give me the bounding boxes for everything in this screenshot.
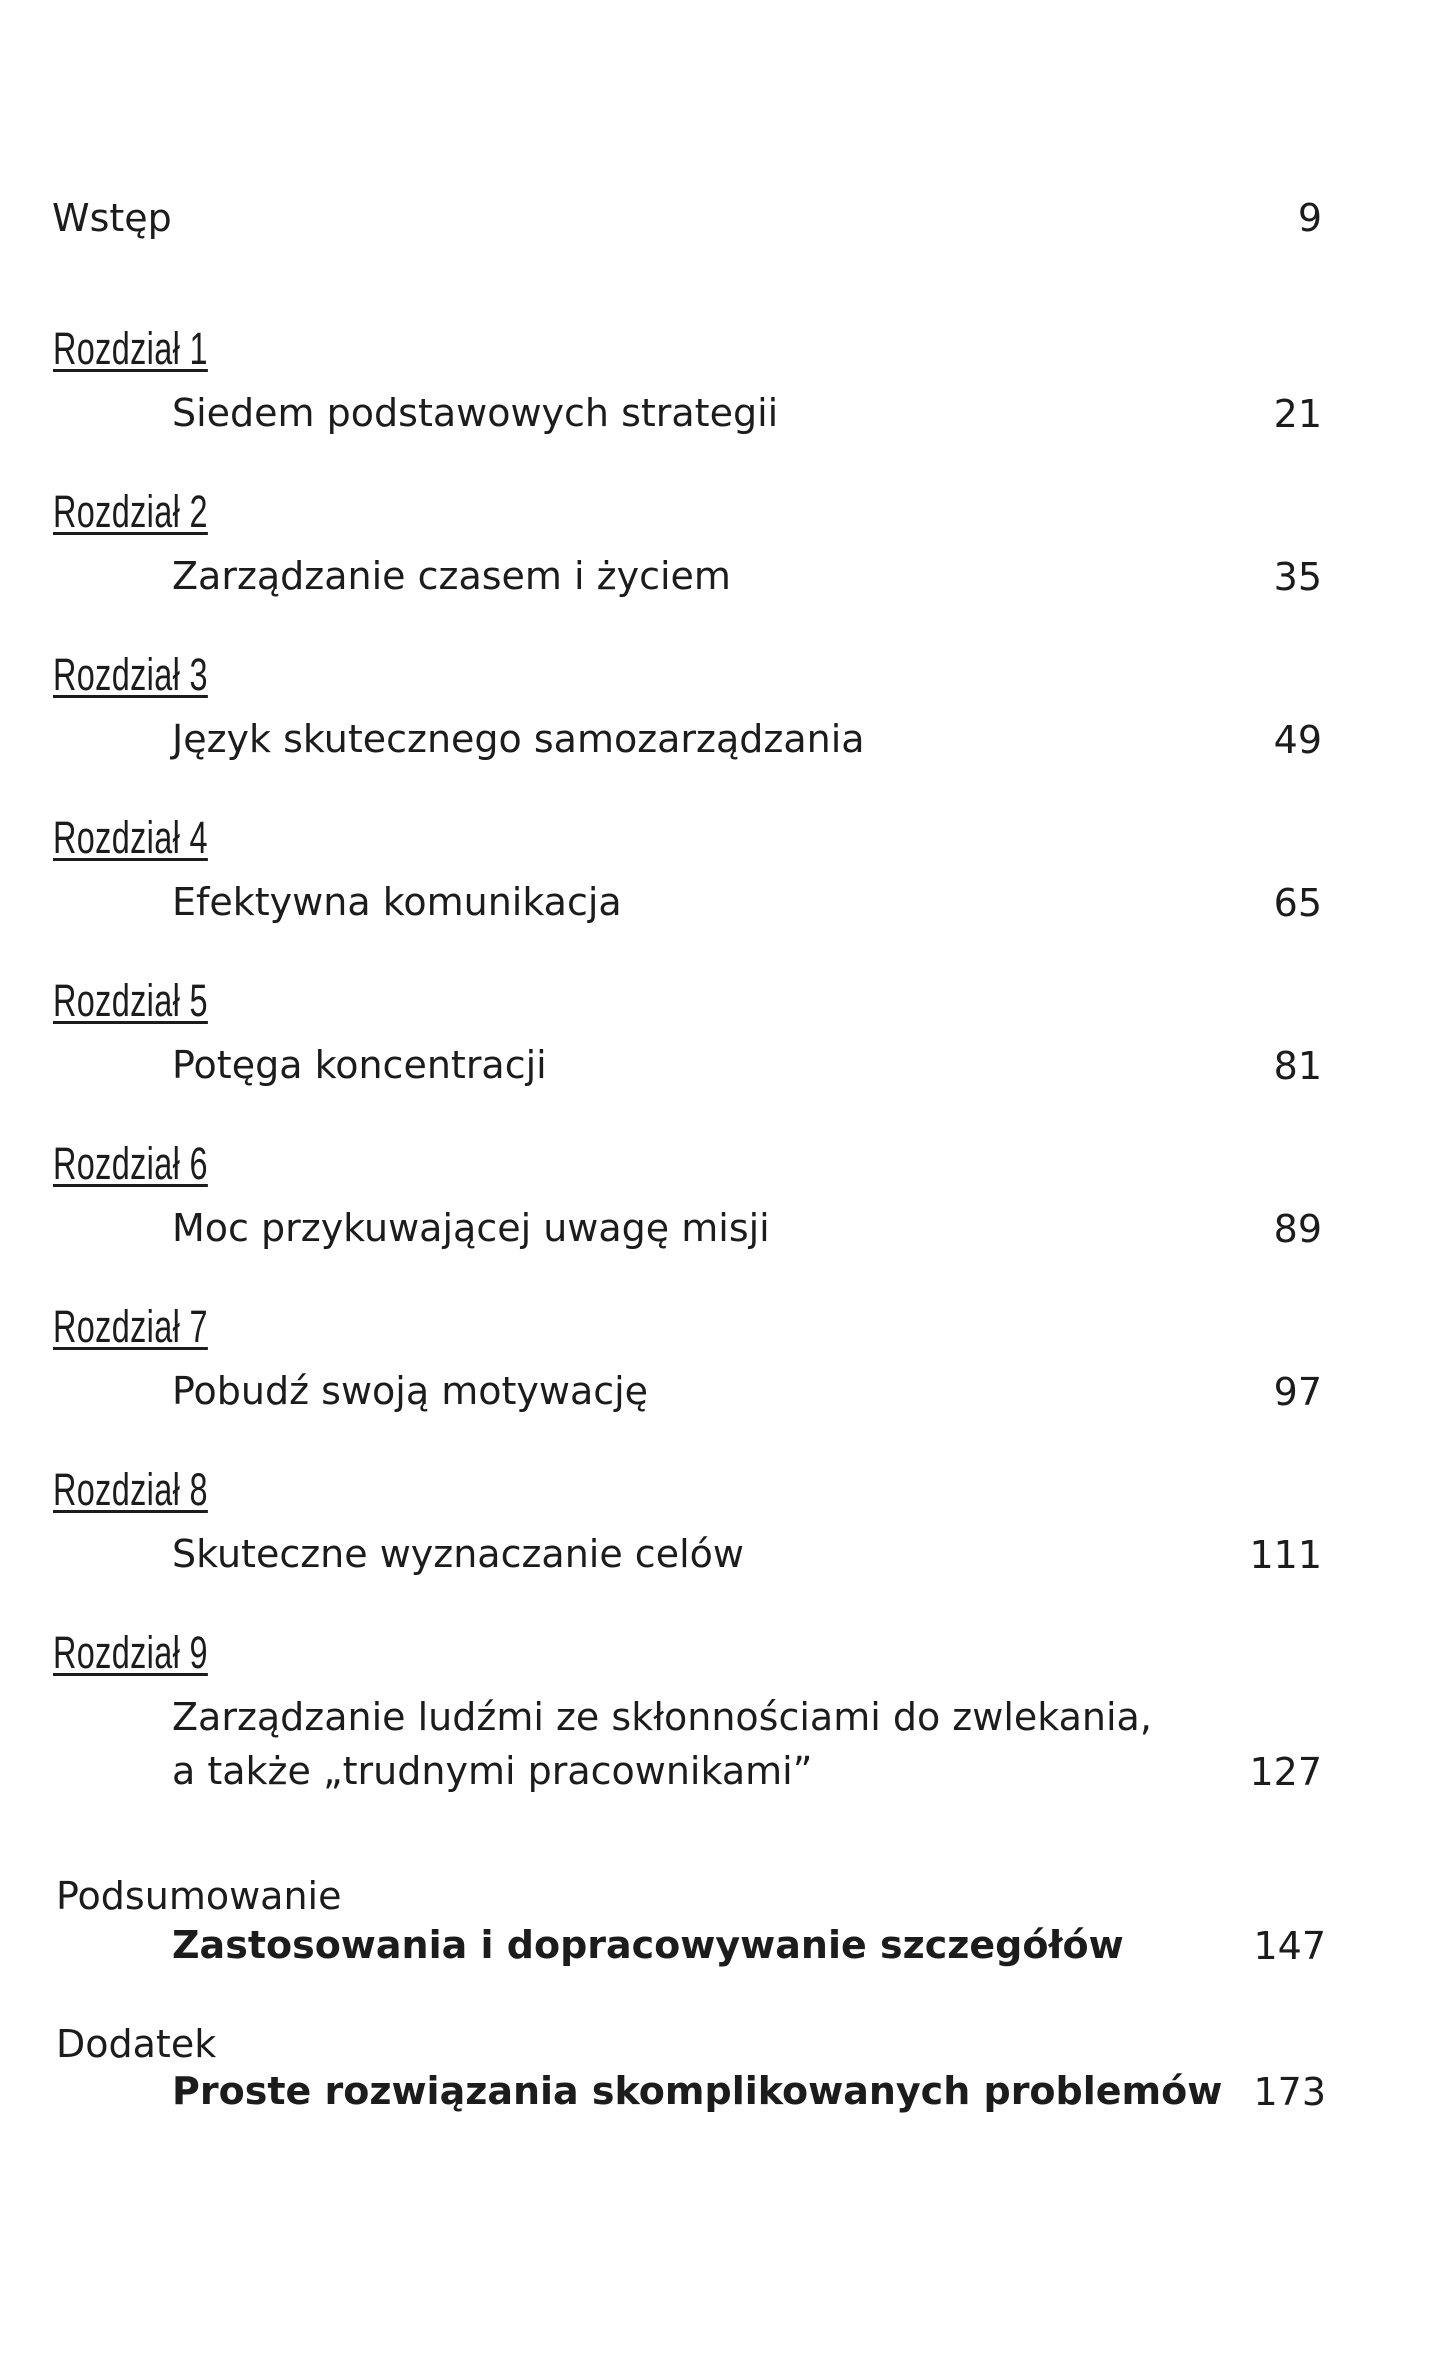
- chapter-heading: Rozdział 5: [53, 975, 208, 1026]
- chapter-title: Zarządzanie czasem i życiem: [172, 554, 731, 598]
- chapter-page-number: 21: [1273, 392, 1322, 436]
- intro-heading: Wstęp: [52, 196, 172, 240]
- chapter-page-number: 81: [1273, 1044, 1322, 1088]
- appendix-heading: Dodatek: [56, 2022, 217, 2066]
- chapter-title: Siedem podstawowych strategii: [172, 391, 779, 435]
- chapter-title-line-1: Zarządzanie ludźmi ze skłonnościami do zwlekania,: [172, 1695, 1152, 1739]
- chapter-heading: Rozdział 9: [53, 1627, 208, 1678]
- summary-heading: Podsumowanie: [56, 1874, 342, 1918]
- chapter-heading: Rozdział 4: [53, 812, 208, 863]
- chapter-heading: Rozdział 6: [53, 1138, 208, 1189]
- chapter-title: Efektywna komunikacja: [172, 880, 622, 924]
- chapter-page-number: 49: [1273, 718, 1322, 762]
- chapter-heading: Rozdział 7: [53, 1301, 208, 1352]
- chapter-page-number: 97: [1273, 1370, 1322, 1414]
- appendix-page-number: 173: [1253, 2070, 1326, 2114]
- chapter-heading: Rozdział 1: [53, 323, 208, 374]
- chapter-page-number: 111: [1249, 1533, 1322, 1577]
- chapter-heading: Rozdział 2: [53, 486, 208, 537]
- chapter-heading: Rozdział 8: [53, 1464, 208, 1515]
- summary-page-number: 147: [1253, 1924, 1326, 1968]
- chapter-title: Moc przykuwającej uwagę misji: [172, 1206, 770, 1250]
- chapter-page-number: 35: [1273, 555, 1322, 599]
- chapter-title: Pobudź swoją motywację: [172, 1369, 649, 1413]
- chapter-page-number: 89: [1273, 1207, 1322, 1251]
- chapter-title-line-2: a także „trudnymi pracownikami”: [172, 1749, 813, 1793]
- intro-page-number: 9: [1297, 196, 1322, 240]
- chapter-title: Potęga koncentracji: [172, 1043, 547, 1087]
- chapter-title: Skuteczne wyznaczanie celów: [172, 1532, 744, 1576]
- summary-title: Zastosowania i dopracowywanie szczegółów: [172, 1923, 1124, 1967]
- chapter-heading: Rozdział 3: [53, 649, 208, 700]
- appendix-title: Proste rozwiązania skomplikowanych problemów: [172, 2069, 1223, 2113]
- chapter-page-number: 65: [1273, 881, 1322, 925]
- chapter-page-number: 127: [1249, 1750, 1322, 1794]
- chapter-title: Język skutecznego samozarządzania: [172, 717, 865, 761]
